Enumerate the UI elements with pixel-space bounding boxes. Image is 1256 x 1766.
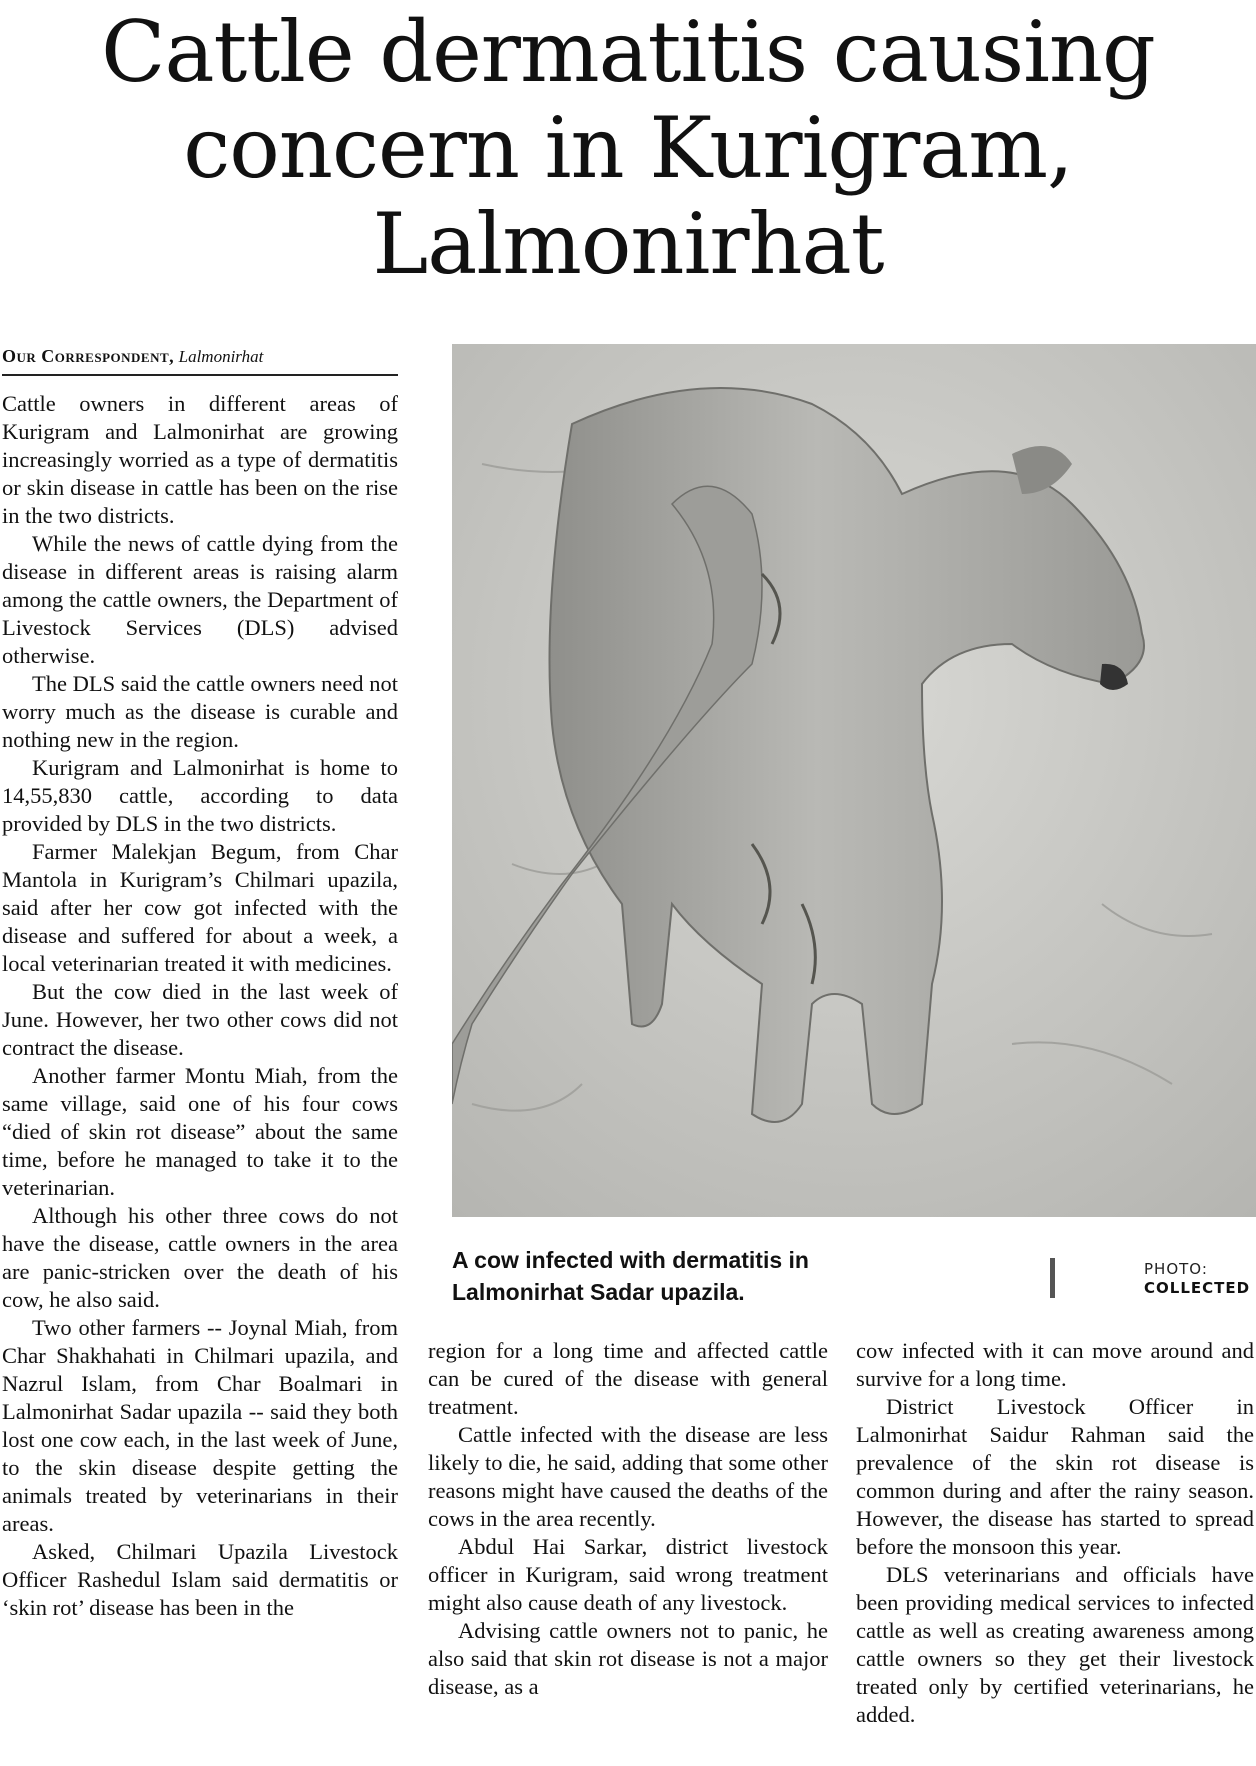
paragraph: While the news of cattle dying from the disease in different areas is raising alarm among the cattle owners, the Department of Livestock Services (DLS) advised otherwise. [2, 531, 398, 668]
paragraph: Cattle infected with the disease are less likely to die, he said, adding that some other reasons might have caused the deaths of the cows in the area recently. [428, 1422, 828, 1531]
photo-credit [1144, 1260, 1256, 1298]
photo-caption [452, 1244, 972, 1308]
article-column-3 [856, 1337, 1254, 1729]
paragraph: Two other farmers -- Joynal Miah, from Char Shakhahati in Chilmari upazila, and Nazrul Islam, from Char Boalmari in Lalmonirhat Sadar upazila -- said they both lost one cow each, in the last week of June, to the skin disease despite getting the animals treated by veterinarians in their areas. [2, 1315, 398, 1536]
paragraph: Although his other three cows do not have the disease, cattle owners in the area are panic-stricken over the death of his cow, he also said. [2, 1203, 398, 1312]
photo-credit-label: PHOTO: [1144, 1260, 1208, 1278]
paragraph: Asked, Chilmari Upazila Livestock Officer Rashedul Islam said dermatitis or ‘skin rot’ disease has been in the [2, 1539, 398, 1620]
paragraph: But the cow died in the last week of June. However, her two other cows did not contract the disease. [2, 979, 398, 1060]
paragraph: Abdul Hai Sarkar, district livestock officer in Kurigram, said wrong treatment might also cause death of any livestock. [428, 1534, 828, 1615]
paragraph: Kurigram and Lalmonirhat is home to 14,55,830 cattle, according to data provided by DLS in the two districts. [2, 755, 398, 836]
paragraph: DLS veterinarians and officials have been providing medical services to infected cattle as well as creating awareness among cattle owners so they get their livestock treated only by certified veterinarians, he added. [856, 1562, 1254, 1727]
byline [2, 344, 398, 376]
headline-line-2: concern in Kurigram, [183, 99, 1073, 197]
paragraph: Advising cattle owners not to panic, he also said that skin rot disease is not a major disease, as a [428, 1618, 828, 1699]
paragraph: Another farmer Montu Miah, from the same village, said one of his four cows “died of skin rot disease” about the same time, before he managed to take it to the veterinarian. [2, 1063, 398, 1200]
paragraph: region for a long time and affected cattle can be cured of the disease with general treatment. [428, 1338, 828, 1419]
headline [0, 4, 1256, 292]
article-column-1 [2, 390, 398, 1622]
article-column-2 [428, 1337, 828, 1701]
cow-illustration [452, 344, 1256, 1217]
headline-line-1: Cattle dermatitis causing [101, 3, 1155, 101]
photo-credit-source: COLLECTED [1144, 1279, 1251, 1297]
paragraph: District Livestock Officer in Lalmonirhat Saidur Rahman said the prevalence of the skin rot disease is common during and after the rainy season. However, the disease has started to spread before the monsoon this year. [856, 1394, 1254, 1559]
paragraph: The DLS said the cattle owners need not worry much as the disease is curable and nothing new in the region. [2, 671, 398, 752]
cow-photo [452, 344, 1256, 1217]
caption-line-1: A cow infected with dermatitis in [452, 1247, 809, 1273]
byline-location: Lalmonirhat [178, 347, 264, 366]
caption-divider [1050, 1258, 1055, 1298]
headline-line-3: Lalmonirhat [372, 195, 884, 293]
caption-line-2: Lalmonirhat Sadar upazila. [452, 1279, 745, 1305]
paragraph: Farmer Malekjan Begum, from Char Mantola in Kurigram’s Chilmari upazila, said after her cow got infected with the disease and suffered for about a week, a local veterinarian treated it with medicines. [2, 839, 398, 976]
paragraph: cow infected with it can move around and survive for a long time. [856, 1338, 1254, 1391]
byline-author: Our Correspondent, [2, 346, 175, 366]
paragraph: Cattle owners in different areas of Kurigram and Lalmonirhat are growing increasingly worried as a type of dermatitis or skin disease in cattle has been on the rise in the two districts. [2, 391, 398, 528]
